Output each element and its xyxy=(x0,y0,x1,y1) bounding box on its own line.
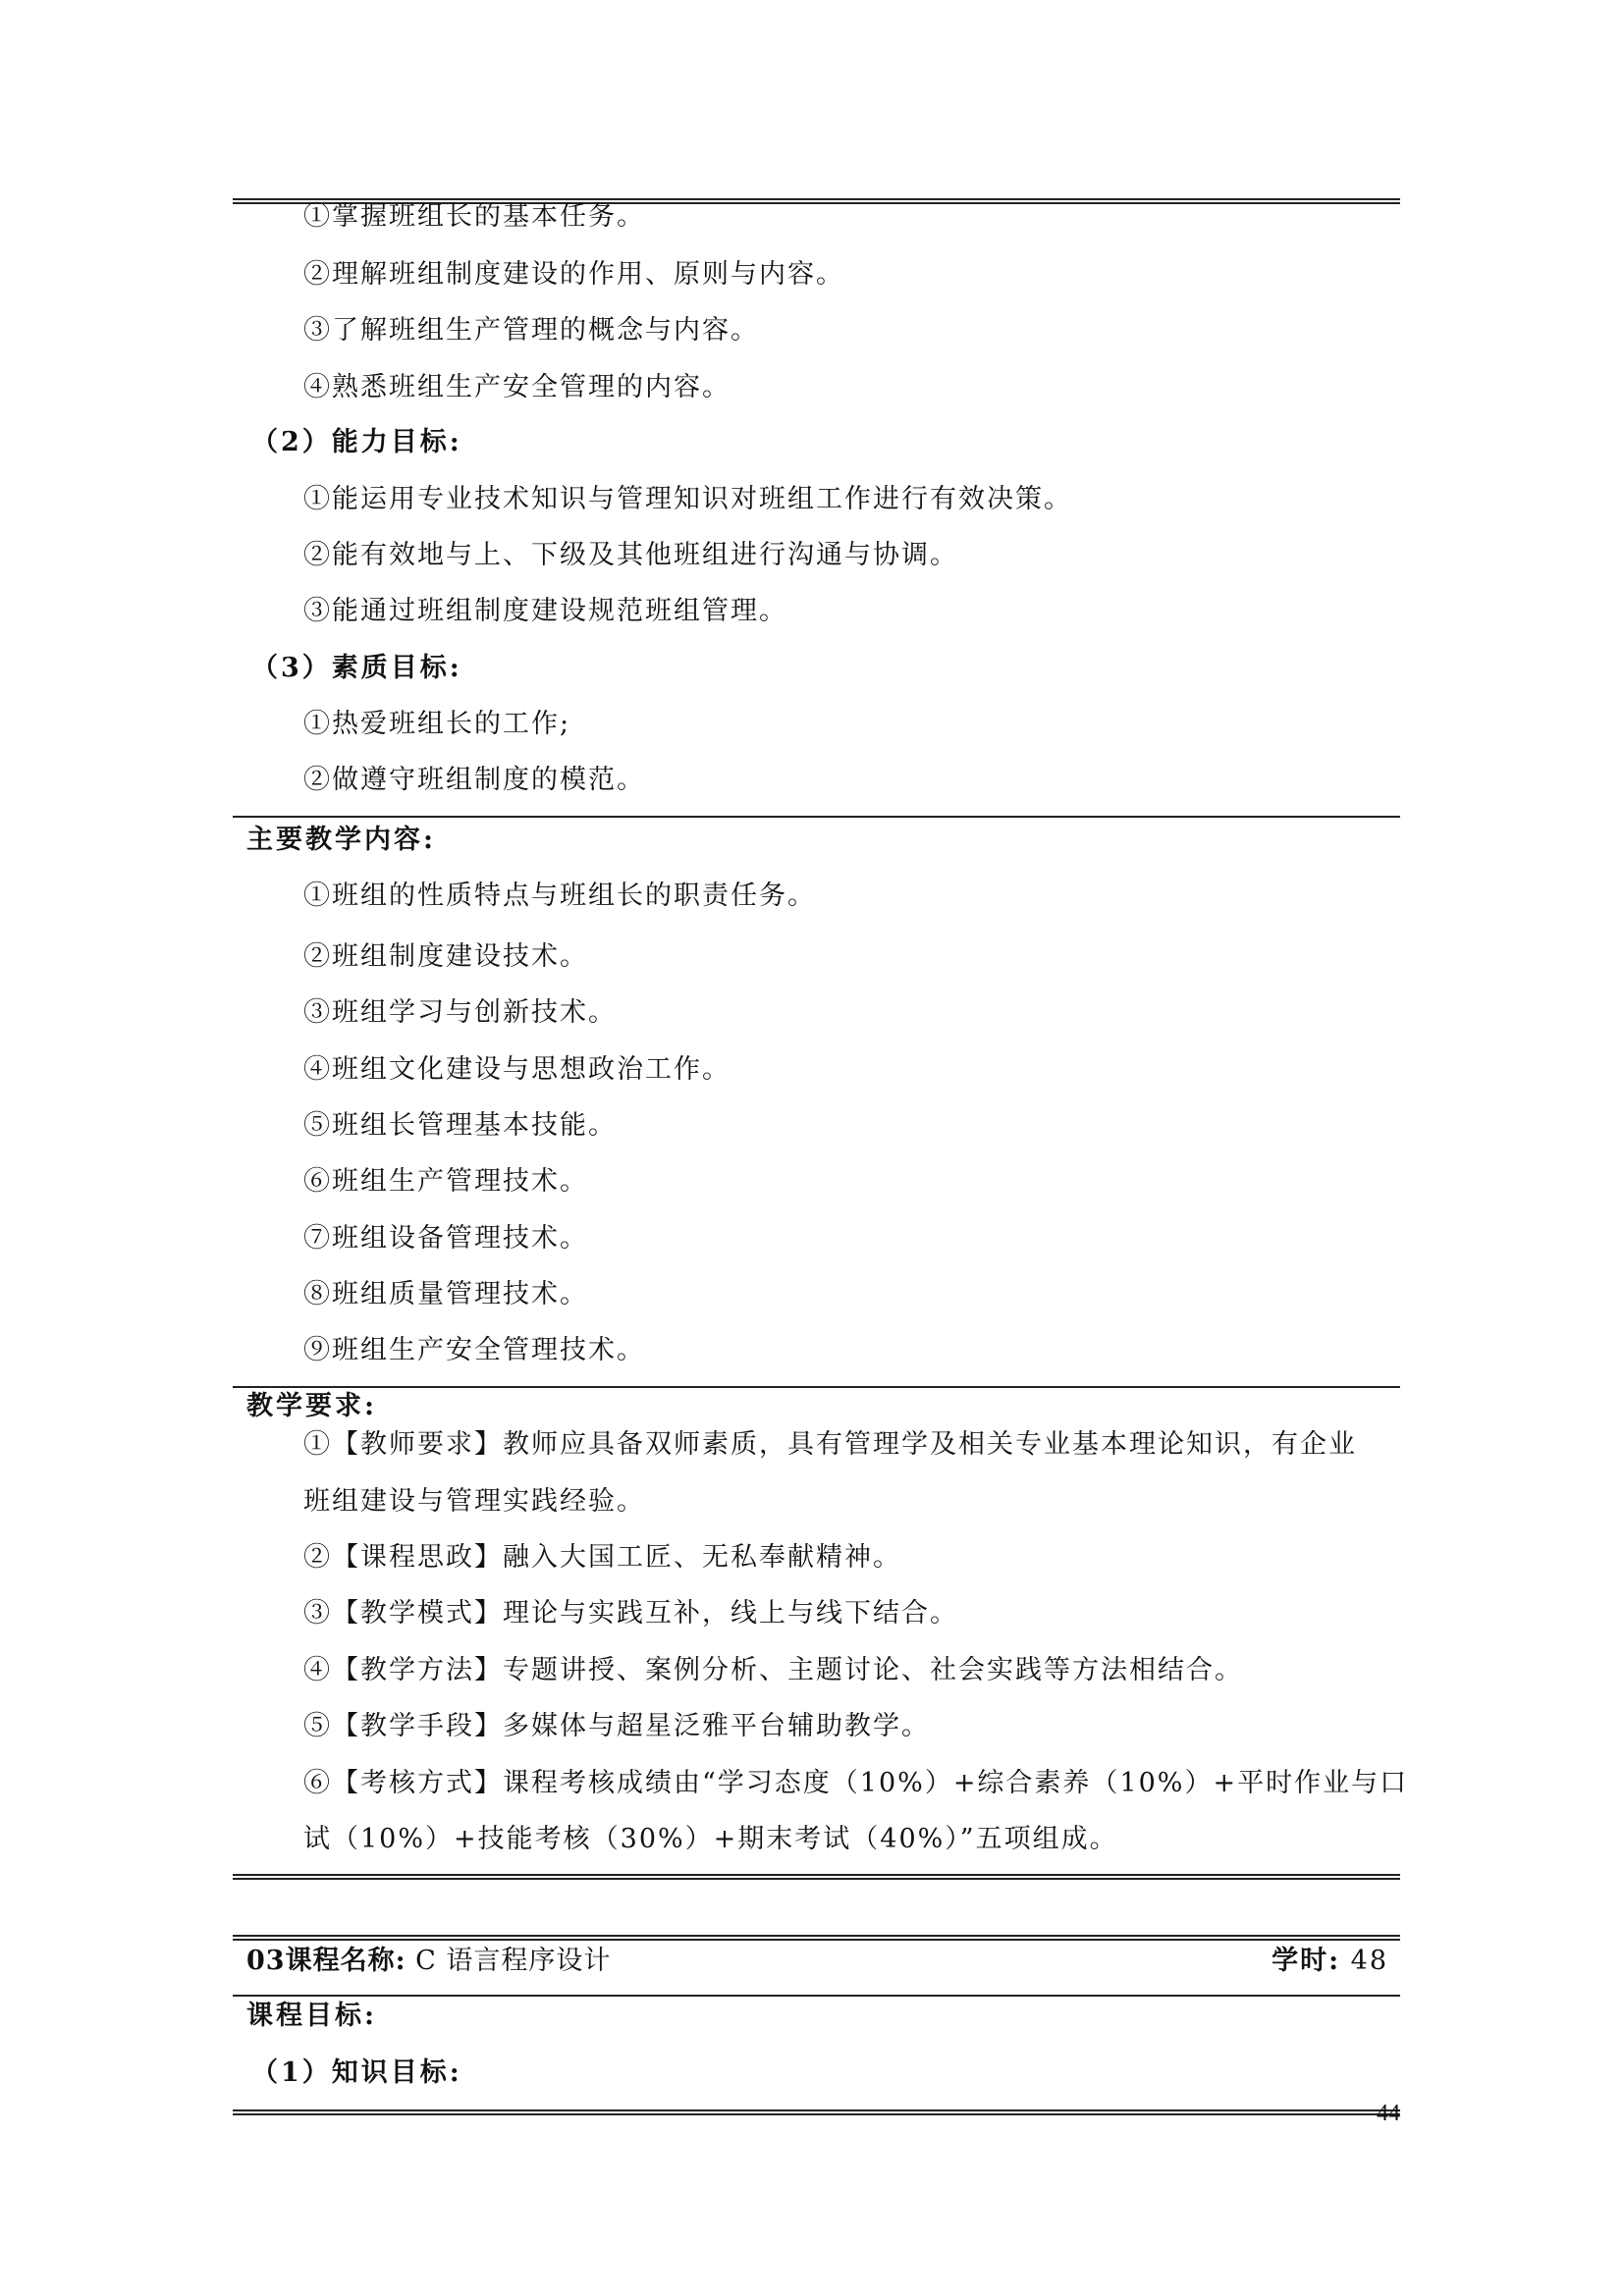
requirement-line: ②【课程思政】融入大国工匠、无私奉献精神。 xyxy=(303,1542,901,1573)
knowledge-item: ④熟悉班组生产安全管理的内容。 xyxy=(303,372,731,402)
course-name-label: 课程名称: xyxy=(285,1946,406,1976)
section-divider xyxy=(233,1386,1400,1388)
content-heading: 主要教学内容: xyxy=(246,825,436,855)
course-title-row xyxy=(246,1944,611,1979)
quality-item: ①热爱班组长的工作; xyxy=(303,709,571,739)
course-name-value: C 语言程序设计 xyxy=(415,1946,612,1976)
section-divider xyxy=(233,1995,1400,1997)
ability-heading: （2）能力目标: xyxy=(251,427,462,457)
content-item: ⑤班组长管理基本技能。 xyxy=(303,1110,617,1141)
content-item: ①班组的性质特点与班组长的职责任务。 xyxy=(303,881,816,911)
content-item: ⑥班组生产管理技术。 xyxy=(303,1166,588,1197)
quality-heading: （3）素质目标: xyxy=(251,653,462,683)
ability-item: ②能有效地与上、下级及其他班组进行沟通与协调。 xyxy=(303,540,958,570)
course-hours xyxy=(1272,1944,1388,1979)
content-item: ③班组学习与创新技术。 xyxy=(303,997,617,1028)
content-item: ⑦班组设备管理技术。 xyxy=(303,1223,588,1254)
requirement-line: ⑤【教学手段】多媒体与超星泛雅平台辅助教学。 xyxy=(303,1711,930,1741)
knowledge-item: ③了解班组生产管理的概念与内容。 xyxy=(303,315,759,346)
requirement-line: 班组建设与管理实践经验。 xyxy=(303,1486,645,1517)
table-bottom-rule xyxy=(233,1874,1400,1880)
content-item: ②班组制度建设技术。 xyxy=(303,941,588,972)
course-top-rule xyxy=(233,1935,1400,1941)
section-divider xyxy=(233,816,1400,818)
requirement-line: ⑥【考核方式】课程考核成绩由“学习态度（10%）+综合素养（10%）+平时作业与口 xyxy=(303,1768,1409,1798)
objectives-heading: 课程目标: xyxy=(246,2001,377,2031)
knowledge-heading: （1）知识目标: xyxy=(251,2057,462,2088)
requirement-line: 试（10%）+技能考核（30%）+期末考试（40%）”五项组成。 xyxy=(303,1824,1118,1854)
content-item: ⑨班组生产安全管理技术。 xyxy=(303,1335,645,1365)
course-hours-value: 48 xyxy=(1350,1946,1388,1976)
requirements-heading: 教学要求: xyxy=(246,1391,377,1421)
requirement-line: ④【教学方法】专题讲授、案例分析、主题讨论、社会实践等方法相结合。 xyxy=(303,1655,1243,1685)
knowledge-item: ①掌握班组长的基本任务。 xyxy=(303,201,645,232)
course-number: 03 xyxy=(246,1946,286,1976)
requirement-line: ③【教学模式】理论与实践互补，线上与线下结合。 xyxy=(303,1598,958,1629)
course-bottom-rule xyxy=(233,2109,1400,2115)
content-item: ⑧班组质量管理技术。 xyxy=(303,1279,588,1309)
ability-item: ③能通过班组制度建设规范班组管理。 xyxy=(303,596,787,626)
page-number: 44 xyxy=(1377,2101,1400,2126)
course-hours-label: 学时: xyxy=(1272,1946,1341,1976)
requirement-line: ①【教师要求】教师应具备双师素质，具有管理学及相关专业基本理论知识，有企业 xyxy=(303,1429,1357,1460)
ability-item: ①能运用专业技术知识与管理知识对班组工作进行有效决策。 xyxy=(303,484,1072,514)
content-item: ④班组文化建设与思想政治工作。 xyxy=(303,1054,731,1085)
quality-item: ②做遵守班组制度的模范。 xyxy=(303,765,645,795)
knowledge-item: ②理解班组制度建设的作用、原则与内容。 xyxy=(303,259,844,290)
